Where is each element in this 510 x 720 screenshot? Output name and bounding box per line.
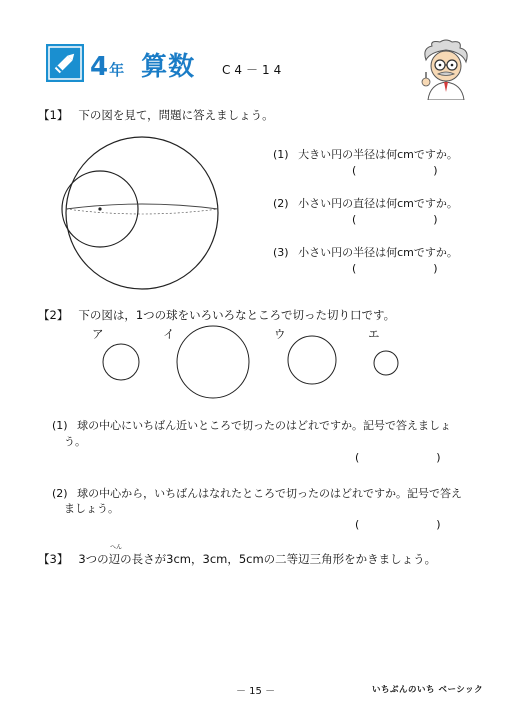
- large-circle: [66, 137, 218, 289]
- section3-number: 【3】: [38, 552, 69, 566]
- grade-suffix: 年: [109, 61, 126, 79]
- answer-box-1-2[interactable]: ( ): [352, 213, 438, 226]
- ruby-hen: へん: [110, 544, 123, 551]
- section1-number: 【1】: [38, 108, 69, 122]
- pencil-logo: [46, 44, 84, 82]
- cross-section-u: [288, 336, 336, 384]
- page-number: － 15 －: [236, 686, 276, 697]
- section1-instruction: 下の図を見て，問題に答えましょう。: [78, 108, 274, 122]
- grade-number: 4: [90, 52, 110, 82]
- answer-box-1-1[interactable]: ( ): [352, 164, 438, 177]
- q1-2-text: 小さい円の直径は何cmですか。: [298, 197, 458, 210]
- q1-1: [273, 146, 458, 162]
- cross-section-a: [103, 344, 139, 380]
- section2-number: 【2】: [38, 308, 69, 322]
- worksheet-code: C4－14: [222, 63, 286, 77]
- q1-3: [273, 244, 458, 260]
- center-dot: [98, 207, 101, 210]
- answer-box-1-3[interactable]: ( ): [352, 262, 438, 275]
- q2-2-number: (2): [52, 487, 68, 500]
- sphere-cross-sections: [96, 320, 406, 412]
- subject-title: 算数: [141, 52, 196, 82]
- answer-box-2-2[interactable]: ( ): [355, 518, 441, 531]
- section3-text-hen: 辺: [108, 552, 121, 566]
- section3-text-a: 3つの: [78, 552, 109, 566]
- q2-1: [52, 417, 451, 433]
- section2-instruction: 下の図は，1つの球をいろいろなところで切った切り口です。: [78, 308, 396, 322]
- q2-2-line2: ましょう。: [64, 502, 119, 515]
- answer-box-2-1[interactable]: ( ): [355, 451, 441, 464]
- diameter-arc-lower: [66, 209, 218, 214]
- q2-2: [52, 485, 462, 501]
- label-u: ウ: [274, 327, 286, 341]
- q2-1-line1: 球の中心にいちばん近いところで切ったのはどれですか。記号で答えましょ: [77, 419, 451, 432]
- concentric-circle-diagram: [58, 132, 226, 300]
- q2-1-number: (1): [52, 419, 68, 432]
- q1-2-number: (2): [273, 197, 289, 210]
- cross-section-e: [374, 351, 398, 375]
- label-i: イ: [163, 327, 175, 341]
- q1-3-number: (3): [273, 246, 289, 259]
- q2-1-line2: う。: [64, 435, 86, 448]
- cross-section-i: [177, 326, 249, 398]
- section3: [38, 551, 436, 567]
- q1-1-text: 大きい円の半径は何cmですか。: [298, 148, 458, 161]
- label-e: エ: [368, 327, 380, 341]
- q1-3-text: 小さい円の半径は何cmですか。: [298, 246, 458, 259]
- q2-2-line1: 球の中心から，いちばんはなれたところで切ったのはどれですか。記号で答え: [77, 487, 462, 500]
- q1-1-number: (1): [273, 148, 289, 161]
- page-title: [90, 46, 195, 83]
- section1-header: [38, 107, 274, 123]
- section3-text-c: の長さが3cm，3cm，5cmの二等辺三角形をかきましょう。: [120, 552, 437, 566]
- brand-name: いちぶんのいち ベーシック: [372, 685, 484, 695]
- pencil-icon: [46, 44, 84, 82]
- diameter-arc: [66, 204, 218, 209]
- professor-icon: [418, 38, 474, 100]
- q1-2: [273, 195, 458, 211]
- label-a: ア: [92, 327, 104, 341]
